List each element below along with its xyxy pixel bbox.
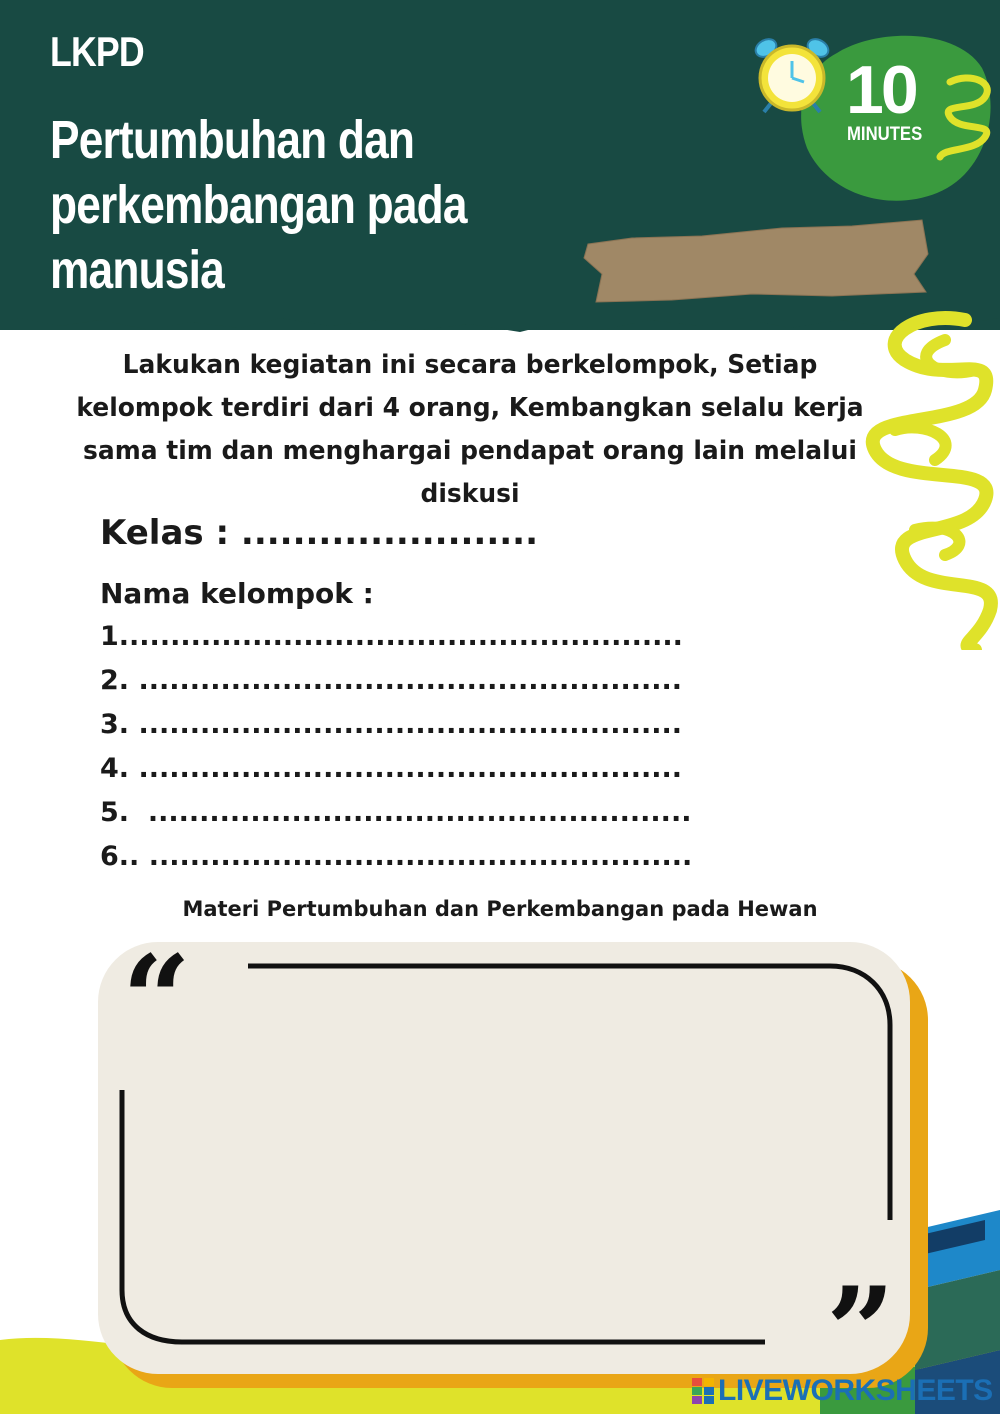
- timer-value: 10: [846, 52, 916, 128]
- liveworksheets-watermark: [692, 1374, 993, 1408]
- open-quote-mark: “: [122, 929, 192, 1070]
- watermark-text: LIVEWORKSHEETS: [718, 1374, 993, 1407]
- member-field-4[interactable]: 4. .....................................................: [100, 753, 683, 784]
- materi-heading: Materi Pertumbuhan dan Perkembangan pada Hewan: [182, 897, 818, 921]
- squiggle-decoration: [930, 72, 1000, 164]
- timer-unit-label: MINUTES: [847, 124, 923, 145]
- nama-kelompok-label: Nama kelompok :: [100, 577, 374, 610]
- liveworksheets-logo-icon: [692, 1378, 714, 1404]
- page-title: Pertumbuhan dan perkembangan pada manusia: [50, 110, 467, 300]
- answer-frame[interactable]: [140, 1000, 870, 1320]
- masking-tape-decoration: [582, 214, 932, 304]
- instruction-text: Lakukan kegiatan ini secara berkelompok, Setiap kelompok terdiri dari 4 orang, Kembangkan selalu kerja sama tim dan menghargai pendapat orang lain melalui diskusi: [76, 350, 864, 509]
- member-field-6[interactable]: 6.. .....................................................: [100, 841, 693, 872]
- close-quote-mark: ”: [826, 1261, 896, 1402]
- kelas-field[interactable]: Kelas : .......................: [100, 513, 538, 553]
- member-field-5[interactable]: 5. .....................................................: [100, 797, 692, 828]
- member-field-3[interactable]: 3. .....................................................: [100, 709, 683, 740]
- member-field-1[interactable]: 1.......................................................: [100, 621, 683, 652]
- member-field-2[interactable]: 2. .....................................................: [100, 665, 683, 696]
- alarm-clock-icon: [752, 34, 834, 114]
- document-tag: LKPD: [50, 28, 144, 75]
